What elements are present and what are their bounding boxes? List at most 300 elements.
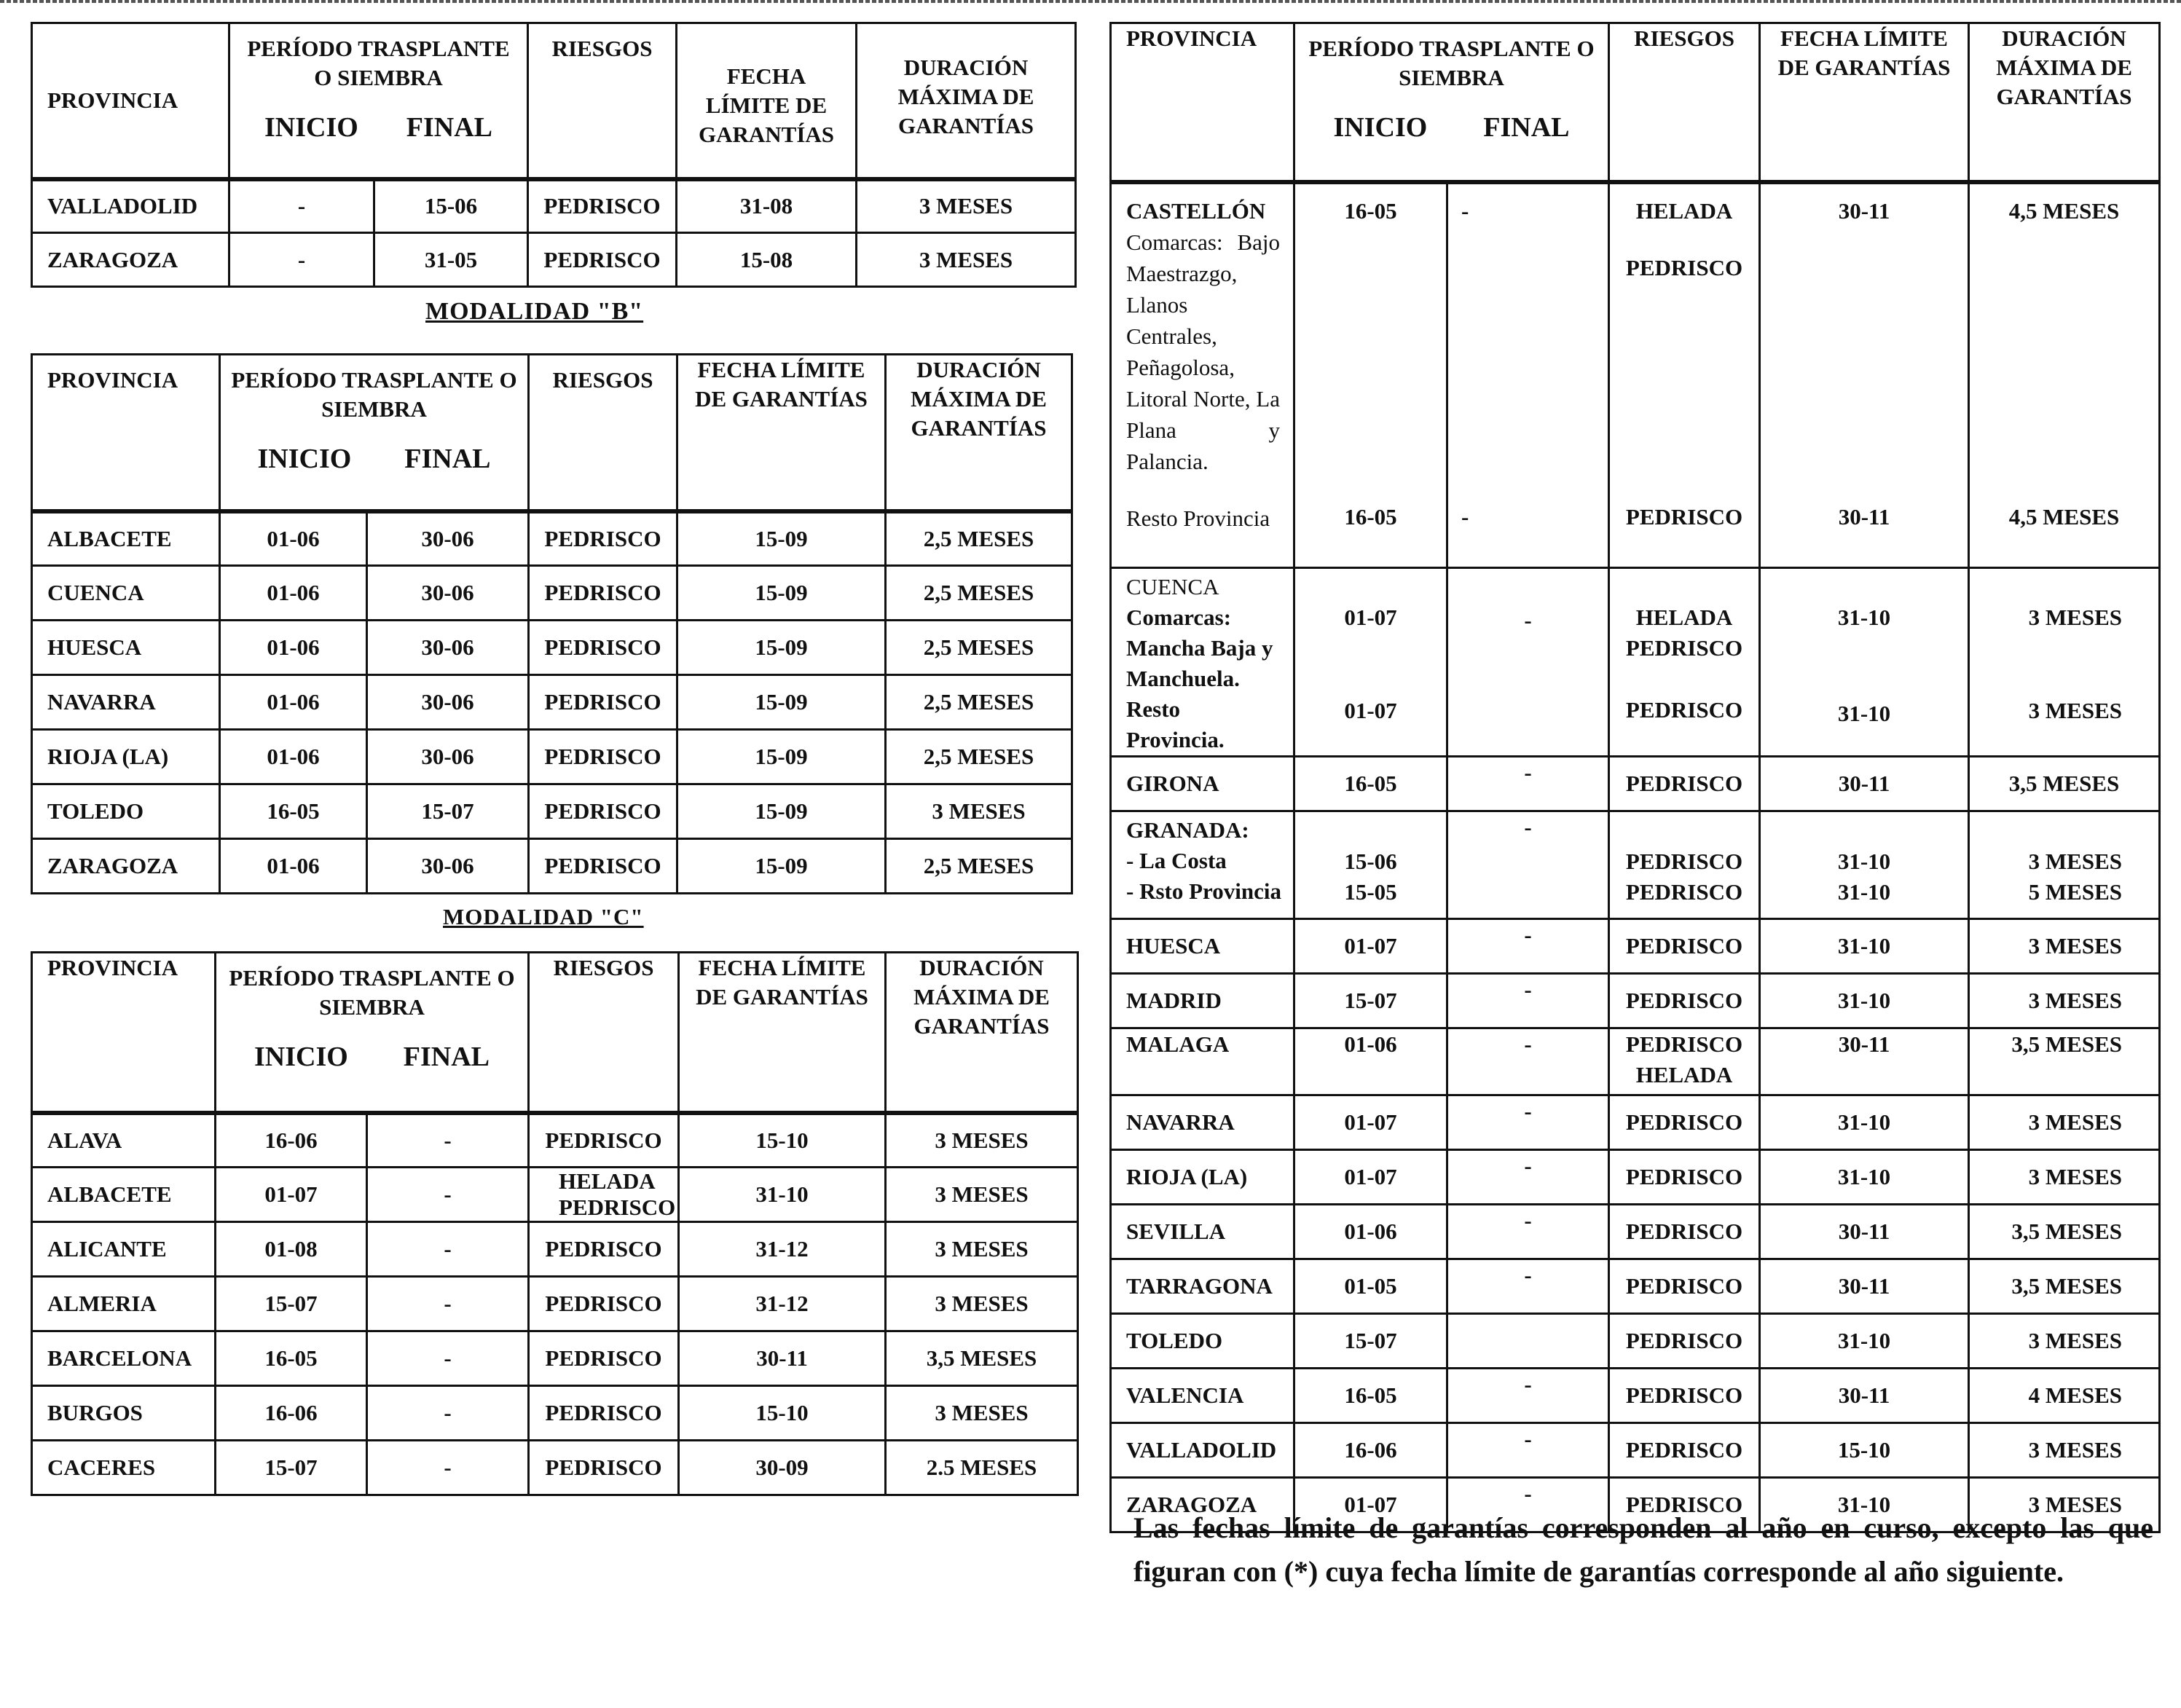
cell-fecha: 15-08 <box>677 233 857 287</box>
table-header-row <box>1111 23 2160 182</box>
cell-duracion: 2,5 MESES <box>886 511 1072 566</box>
header-fecha: FECHA LÍMITE DE GARANTÍAS <box>677 355 886 511</box>
granada-sub1: - La Costa <box>1126 848 1227 873</box>
cell-duracion: 3 MESES <box>1969 1314 2160 1369</box>
cell-riesgos: PEDRISCO <box>1609 1205 1760 1259</box>
cell-provincia: CUENCA <box>32 566 220 621</box>
cell-fecha: 31-10 <box>1760 1478 1969 1532</box>
cell-final: - <box>367 1277 529 1331</box>
cell-provincia: HUESCA <box>1111 919 1294 974</box>
cell-inicio: 15-07 <box>216 1441 367 1495</box>
header-periodo <box>216 953 529 1113</box>
header-fecha: FECHA LÍMITE DE GARANTÍAS <box>1760 23 1969 182</box>
cell-riesgos: PEDRISCO <box>529 511 677 566</box>
cell-inicio: 16-06 <box>1294 1423 1447 1478</box>
cell-duracion: 3 MESES <box>886 1222 1078 1277</box>
table-row <box>32 1222 1078 1277</box>
cell-duracion: 3,5 MESES <box>1969 1259 2160 1314</box>
cell-duracion <box>1969 182 2160 568</box>
cell-duracion: 3 MESES <box>857 179 1076 233</box>
table-row-malaga <box>1111 1028 2160 1095</box>
cell-final: - <box>367 1222 529 1277</box>
cell-duracion: 3 MESES <box>1969 1150 2160 1205</box>
comarcas-cuenca-1: Comarcas: <box>1126 605 1232 630</box>
cell-riesgos: HELADA PEDRISCO <box>529 1168 679 1222</box>
inicio-granada-2: 15-05 <box>1344 879 1397 905</box>
cell-inicio: 15-07 <box>1294 974 1447 1028</box>
table-row <box>1111 1150 2160 1205</box>
cell-final: 31-05 <box>374 233 528 287</box>
header-periodo-title: PERÍODO TRASPLANTE O SIEMBRA <box>231 367 517 422</box>
riesgos-malaga-1: PEDRISCO <box>1625 1031 1743 1057</box>
cell-inicio <box>1294 568 1447 757</box>
header-periodo <box>220 355 529 511</box>
header-fecha: FECHA LÍMITE DE GARANTÍAS <box>679 953 886 1113</box>
header-riesgos: RIESGOS <box>529 355 677 511</box>
comarcas-castellon: Comarcas: Bajo Maestrazgo, Llanos Centrales, Peñagolosa, Litoral Norte, La Plana y Palancia. <box>1126 229 1280 474</box>
cell-final: 30-06 <box>367 675 529 730</box>
cell-duracion: 3,5 MESES <box>1969 757 2160 811</box>
header-fecha: FECHA LÍMITE DE GARANTÍAS <box>677 23 857 179</box>
table-row <box>32 784 1072 839</box>
header-periodo-title: PERÍODO TRASPLANTE O SIEMBRA <box>1308 36 1595 90</box>
table-header-row <box>32 953 1078 1113</box>
cell-duracion: 2,5 MESES <box>886 566 1072 621</box>
header-duracion: DURACIÓN MÁXIMA DE GARANTÍAS <box>886 953 1078 1113</box>
header-final: FINAL <box>1483 112 1570 143</box>
section-title-c: MODALIDAD "C" <box>443 904 644 929</box>
fecha-castellon: 30-11 <box>1838 197 1890 224</box>
table-row <box>1111 1095 2160 1150</box>
cell-provincia: ALBACETE <box>32 511 220 566</box>
cell-inicio <box>1294 182 1447 568</box>
cell-provincia: GIRONA <box>1111 757 1294 811</box>
cell-final: 15-07 <box>367 784 529 839</box>
cell-final: 15-06 <box>374 179 528 233</box>
inicio-resto-castellon: 16-05 <box>1344 503 1397 530</box>
cell-inicio: 01-06 <box>220 566 367 621</box>
header-periodo <box>1294 23 1609 182</box>
duracion-granada-1: 3 MESES <box>2028 849 2123 874</box>
riesgos-resto-cuenca: PEDRISCO <box>1625 697 1743 723</box>
cell-inicio: 01-07 <box>1294 919 1447 974</box>
cell-final: - <box>1447 1205 1609 1259</box>
duracion-cuenca: 3 MESES <box>2028 605 2123 630</box>
cell-fecha: 31-10 <box>1760 974 1969 1028</box>
cell-riesgos: PEDRISCO <box>528 179 677 233</box>
cell-final: - <box>1447 1478 1609 1532</box>
cell-fecha: 15-10 <box>679 1386 886 1441</box>
cell-provincia: ZARAGOZA <box>1111 1478 1294 1532</box>
cell-final: - <box>1447 1095 1609 1150</box>
cell-riesgos: PEDRISCO <box>1609 974 1760 1028</box>
cell-final: - <box>1447 1259 1609 1314</box>
cell-final <box>1447 1314 1609 1369</box>
fecha-granada-1: 31-10 <box>1837 849 1891 874</box>
cell-fecha: 15-09 <box>677 675 886 730</box>
cell-final: - <box>1447 1369 1609 1423</box>
cell-final: - <box>1447 1028 1609 1095</box>
header-provincia: PROVINCIA <box>32 23 229 179</box>
cell-provincia: TARRAGONA <box>1111 1259 1294 1314</box>
header-inicio: INICIO <box>1333 112 1428 143</box>
table-row <box>32 1386 1078 1441</box>
riesgos-malaga-2: HELADA <box>1635 1062 1733 1087</box>
duracion-castellon: 4,5 MESES <box>2008 197 2120 224</box>
table-row <box>32 675 1072 730</box>
resto-castellon: Resto Provincia <box>1126 505 1270 531</box>
cell-duracion: 3 MESES <box>1969 974 2160 1028</box>
cell-inicio: 01-08 <box>216 1222 367 1277</box>
table-row <box>32 1441 1078 1495</box>
final-granada: - <box>1524 814 1532 840</box>
header-periodo <box>229 23 528 179</box>
cell-duracion: 3 MESES <box>1969 1095 2160 1150</box>
inicio-cuenca: 01-07 <box>1344 605 1397 630</box>
cell-duracion: 3 MESES <box>886 1113 1078 1168</box>
cell-riesgos: PEDRISCO <box>529 621 677 675</box>
cell-fecha: 15-09 <box>677 566 886 621</box>
cell-fecha: 15-10 <box>679 1113 886 1168</box>
cell-fecha: 15-09 <box>677 839 886 894</box>
cell-provincia: ALAVA <box>32 1113 216 1168</box>
cell-inicio: 16-05 <box>1294 757 1447 811</box>
cell-riesgos: PEDRISCO <box>1609 1095 1760 1150</box>
cell-inicio: 01-07 <box>1294 1150 1447 1205</box>
cell-provincia <box>1111 811 1294 919</box>
cell-provincia: BARCELONA <box>32 1331 216 1386</box>
cell-final: 30-06 <box>367 566 529 621</box>
cell-riesgos <box>1609 1028 1760 1095</box>
top-border-line <box>0 0 2181 3</box>
cell-riesgos: PEDRISCO <box>529 730 677 784</box>
table-row <box>32 1277 1078 1331</box>
cell-fecha: 31-10 <box>1760 1095 1969 1150</box>
header-duracion: DURACIÓN MÁXIMA DE GARANTÍAS <box>1969 23 2160 182</box>
inicio-castellon: 16-05 <box>1344 197 1397 224</box>
provincia-castellon: CASTELLÓN <box>1126 197 1266 224</box>
header-final: FINAL <box>406 112 493 143</box>
cell-provincia: MALAGA <box>1111 1028 1294 1095</box>
header-provincia: PROVINCIA <box>32 953 216 1113</box>
cell-inicio: 01-07 <box>1294 1478 1447 1532</box>
cell-fecha: 15-10 <box>1760 1423 1969 1478</box>
table-row <box>1111 1259 2160 1314</box>
header-provincia: PROVINCIA <box>1111 23 1294 182</box>
table-row <box>1111 919 2160 974</box>
cell-final <box>1447 182 1609 568</box>
table-row <box>32 511 1072 566</box>
table-row <box>32 839 1072 894</box>
cell-duracion: 2.5 MESES <box>886 1441 1078 1495</box>
cell-final: 30-06 <box>367 839 529 894</box>
table-row <box>32 1168 1078 1222</box>
cell-riesgos: PEDRISCO <box>529 675 677 730</box>
cell-provincia: VALENCIA <box>1111 1369 1294 1423</box>
cell-riesgos: PEDRISCO <box>1609 1369 1760 1423</box>
cell-fecha: 15-09 <box>677 730 886 784</box>
cell-riesgos: PEDRISCO <box>1609 1478 1760 1532</box>
final-cuenca: - <box>1524 607 1532 633</box>
cell-final: - <box>1447 757 1609 811</box>
cell-provincia: VALLADOLID <box>1111 1423 1294 1478</box>
cell-fecha: 15-09 <box>677 511 886 566</box>
final-castellon: - <box>1461 197 1469 224</box>
table-row <box>1111 1314 2160 1369</box>
cell-inicio: 01-06 <box>220 730 367 784</box>
cell-fecha <box>1760 811 1969 919</box>
cell-final: - <box>367 1168 529 1222</box>
cell-inicio: 16-06 <box>216 1386 367 1441</box>
inicio-resto-cuenca: 01-07 <box>1344 698 1397 723</box>
cell-inicio: 16-05 <box>220 784 367 839</box>
provincia-cuenca: CUENCA <box>1126 574 1219 599</box>
cell-riesgos: PEDRISCO <box>529 784 677 839</box>
cell-duracion <box>1969 811 2160 919</box>
cell-final: - <box>367 1441 529 1495</box>
header-final: FINAL <box>403 1042 490 1072</box>
cell-fecha: 30-11 <box>1760 1369 1969 1423</box>
table-row <box>32 1331 1078 1386</box>
cell-final: - <box>1447 919 1609 974</box>
cell-provincia: NAVARRA <box>1111 1095 1294 1150</box>
cell-inicio: 01-06 <box>220 621 367 675</box>
cell-riesgos: PEDRISCO <box>1609 1423 1760 1478</box>
table-header-row <box>32 355 1072 511</box>
footnote: Las fechas límite de garantías corresponden al año en curso, excepto las que figuran con (*) cuya fecha límite de garantías corresponde al año siguiente. <box>1133 1511 2153 1588</box>
cell-fecha: 31-12 <box>679 1277 886 1331</box>
cell-fecha: 15-09 <box>677 784 886 839</box>
header-duracion: DURACIÓN MÁXIMA DE GARANTÍAS <box>886 355 1072 511</box>
cell-duracion: 3 MESES <box>886 1168 1078 1222</box>
fecha-resto-castellon: 30-11 <box>1838 503 1890 530</box>
cell-duracion: 3 MESES <box>886 784 1072 839</box>
riesgos-castellon-1: HELADA <box>1635 197 1733 224</box>
cell-provincia: HUESCA <box>32 621 220 675</box>
header-inicio: INICIO <box>254 1042 348 1072</box>
cell-duracion: 2,5 MESES <box>886 621 1072 675</box>
cell-final: 30-06 <box>367 621 529 675</box>
cell-provincia: RIOJA (LA) <box>32 730 220 784</box>
cell-duracion: 2,5 MESES <box>886 839 1072 894</box>
cell-inicio: 01-07 <box>216 1168 367 1222</box>
cell-riesgos: PEDRISCO <box>529 1386 679 1441</box>
table-row-castellon <box>1111 182 2160 568</box>
fecha-granada-2: 31-10 <box>1837 879 1891 905</box>
table-modalidad-c <box>31 951 1079 1496</box>
table-modalidad-a <box>31 22 1077 288</box>
cell-provincia: MADRID <box>1111 974 1294 1028</box>
cell-fecha: 15-09 <box>677 621 886 675</box>
cell-fecha <box>1760 182 1969 568</box>
cell-riesgos <box>1609 182 1760 568</box>
riesgos-cuenca-2: PEDRISCO <box>1625 635 1743 661</box>
table-row <box>32 1113 1078 1168</box>
cell-duracion: 2,5 MESES <box>886 730 1072 784</box>
cell-riesgos: PEDRISCO <box>529 1441 679 1495</box>
riesgos-cuenca-1: HELADA <box>1635 605 1733 630</box>
cell-inicio: - <box>229 179 374 233</box>
cell-final: - <box>1447 1423 1609 1478</box>
cell-provincia: CACERES <box>32 1441 216 1495</box>
fecha-resto-cuenca: 31-10 <box>1837 701 1891 726</box>
cell-fecha: 30-11 <box>1760 757 1969 811</box>
table-row <box>32 179 1076 233</box>
cell-fecha: 31-10 <box>679 1168 886 1222</box>
cell-duracion: 3 MESES <box>1969 1423 2160 1478</box>
cell-riesgos <box>1609 568 1760 757</box>
riesgos-castellon-2: PEDRISCO <box>1625 254 1743 280</box>
cell-fecha: 30-11 <box>679 1331 886 1386</box>
cell-final: 30-06 <box>367 730 529 784</box>
cell-provincia: ALICANTE <box>32 1222 216 1277</box>
cell-duracion: 3 MESES <box>1969 1478 2160 1532</box>
header-inicio: INICIO <box>257 444 352 474</box>
cell-fecha: 30-11 <box>1760 1205 1969 1259</box>
cell-inicio: 16-06 <box>216 1113 367 1168</box>
table-row <box>32 566 1072 621</box>
header-periodo-title: PERÍODO TRASPLANTE O SIEMBRA <box>229 965 515 1020</box>
table-row <box>1111 1423 2160 1478</box>
cell-final <box>1447 568 1609 757</box>
cell-inicio: 16-05 <box>1294 1369 1447 1423</box>
cell-final: 30-06 <box>367 511 529 566</box>
cell-inicio: 01-06 <box>1294 1028 1447 1095</box>
cell-inicio: 01-06 <box>220 511 367 566</box>
cell-duracion: 2,5 MESES <box>886 675 1072 730</box>
comarcas-cuenca-3: Manchuela. <box>1126 666 1240 691</box>
riesgos-resto-castellon: PEDRISCO <box>1625 503 1743 530</box>
header-riesgos: RIESGOS <box>529 953 679 1113</box>
cell-provincia: ALMERIA <box>32 1277 216 1331</box>
table-row <box>32 621 1072 675</box>
cell-fecha: 31-12 <box>679 1222 886 1277</box>
cell-provincia <box>1111 568 1294 757</box>
cell-fecha: 30-11 <box>1760 1028 1969 1095</box>
cell-duracion: 4 MESES <box>1969 1369 2160 1423</box>
cell-inicio: 15-07 <box>1294 1314 1447 1369</box>
cell-provincia: BURGOS <box>32 1386 216 1441</box>
cell-provincia: TOLEDO <box>32 784 220 839</box>
cell-provincia: ZARAGOZA <box>32 233 229 287</box>
cell-final: - <box>367 1113 529 1168</box>
cell-fecha: 30-09 <box>679 1441 886 1495</box>
fecha-cuenca: 31-10 <box>1837 605 1891 630</box>
cell-riesgos: PEDRISCO <box>529 566 677 621</box>
header-riesgos: RIESGOS <box>528 23 677 179</box>
cell-riesgos: PEDRISCO <box>529 1113 679 1168</box>
cell-inicio: 01-05 <box>1294 1259 1447 1314</box>
cell-inicio: 01-06 <box>220 675 367 730</box>
cell-provincia: TOLEDO <box>1111 1314 1294 1369</box>
header-periodo-title: PERÍODO TRASPLANTE O SIEMBRA <box>247 36 510 90</box>
cell-inicio: 01-07 <box>1294 1095 1447 1150</box>
header-final: FINAL <box>404 444 491 474</box>
cell-provincia: NAVARRA <box>32 675 220 730</box>
cell-inicio: 01-06 <box>220 839 367 894</box>
table-row <box>1111 1205 2160 1259</box>
comarcas-cuenca-2: Mancha Baja y <box>1126 635 1273 661</box>
cell-riesgos: PEDRISCO <box>529 839 677 894</box>
cell-inicio <box>1294 811 1447 919</box>
cell-final: - <box>367 1386 529 1441</box>
cell-riesgos: PEDRISCO <box>529 1222 679 1277</box>
cell-riesgos: PEDRISCO <box>529 1277 679 1331</box>
cell-fecha: 31-08 <box>677 179 857 233</box>
cell-riesgos: PEDRISCO <box>1609 757 1760 811</box>
cell-provincia: ZARAGOZA <box>32 839 220 894</box>
header-riesgos: RIESGOS <box>1609 23 1760 182</box>
cell-duracion: 3 MESES <box>886 1386 1078 1441</box>
section-title-b: MODALIDAD "B" <box>425 298 644 325</box>
header-inicio: INICIO <box>264 112 358 143</box>
table-row <box>1111 974 2160 1028</box>
table-row <box>1111 1369 2160 1423</box>
table-row-cuenca <box>1111 568 2160 757</box>
table-row <box>32 233 1076 287</box>
cell-inicio: - <box>229 233 374 287</box>
cell-riesgos <box>1609 811 1760 919</box>
cell-fecha: 31-10 <box>1760 1150 1969 1205</box>
cell-final: - <box>1447 974 1609 1028</box>
duracion-granada-2: 5 MESES <box>2028 879 2123 905</box>
cell-riesgos: PEDRISCO <box>1609 1150 1760 1205</box>
cell-fecha: 30-11 <box>1760 1259 1969 1314</box>
duracion-resto-castellon: 4,5 MESES <box>2008 503 2120 530</box>
riesgos-granada-2: PEDRISCO <box>1625 879 1743 905</box>
cell-duracion <box>1969 568 2160 757</box>
cell-duracion: 3 MESES <box>857 233 1076 287</box>
cell-riesgos: PEDRISCO <box>1609 1314 1760 1369</box>
table-header-row <box>32 23 1076 179</box>
cell-duracion: 3,5 MESES <box>886 1331 1078 1386</box>
cell-fecha: 31-10 <box>1760 1314 1969 1369</box>
header-provincia: PROVINCIA <box>32 355 220 511</box>
cell-riesgos: PEDRISCO <box>528 233 677 287</box>
cell-inicio: 15-07 <box>216 1277 367 1331</box>
cell-final <box>1447 811 1609 919</box>
cell-provincia: SEVILLA <box>1111 1205 1294 1259</box>
cell-final: - <box>1447 1150 1609 1205</box>
final-resto-castellon: - <box>1461 503 1469 530</box>
cell-fecha: 31-10 <box>1760 919 1969 974</box>
cell-duracion: 3,5 MESES <box>1969 1205 2160 1259</box>
cell-provincia: VALLADOLID <box>32 179 229 233</box>
table-right <box>1109 22 2161 1533</box>
provincia-granada: GRANADA: <box>1126 817 1249 843</box>
table-row-girona <box>1111 757 2160 811</box>
cell-provincia: ALBACETE <box>32 1168 216 1222</box>
cell-duracion: 3 MESES <box>1969 919 2160 974</box>
cell-duracion: 3,5 MESES <box>1969 1028 2160 1095</box>
table-row-granada <box>1111 811 2160 919</box>
riesgos-granada-1: PEDRISCO <box>1625 849 1743 874</box>
table-row <box>32 730 1072 784</box>
resto-cuenca: Resto Provincia. <box>1126 696 1225 752</box>
cell-riesgos: PEDRISCO <box>1609 919 1760 974</box>
cell-fecha <box>1760 568 1969 757</box>
cell-final: - <box>367 1331 529 1386</box>
cell-provincia: RIOJA (LA) <box>1111 1150 1294 1205</box>
cell-duracion: 3 MESES <box>886 1277 1078 1331</box>
cell-provincia <box>1111 182 1294 568</box>
inicio-granada-1: 15-06 <box>1344 849 1397 874</box>
header-duracion: DURACIÓN MÁXIMA DE GARANTÍAS <box>857 23 1076 179</box>
cell-riesgos: PEDRISCO <box>1609 1259 1760 1314</box>
table-modalidad-b <box>31 353 1073 894</box>
cell-inicio: 16-05 <box>216 1331 367 1386</box>
cell-riesgos: PEDRISCO <box>529 1331 679 1386</box>
